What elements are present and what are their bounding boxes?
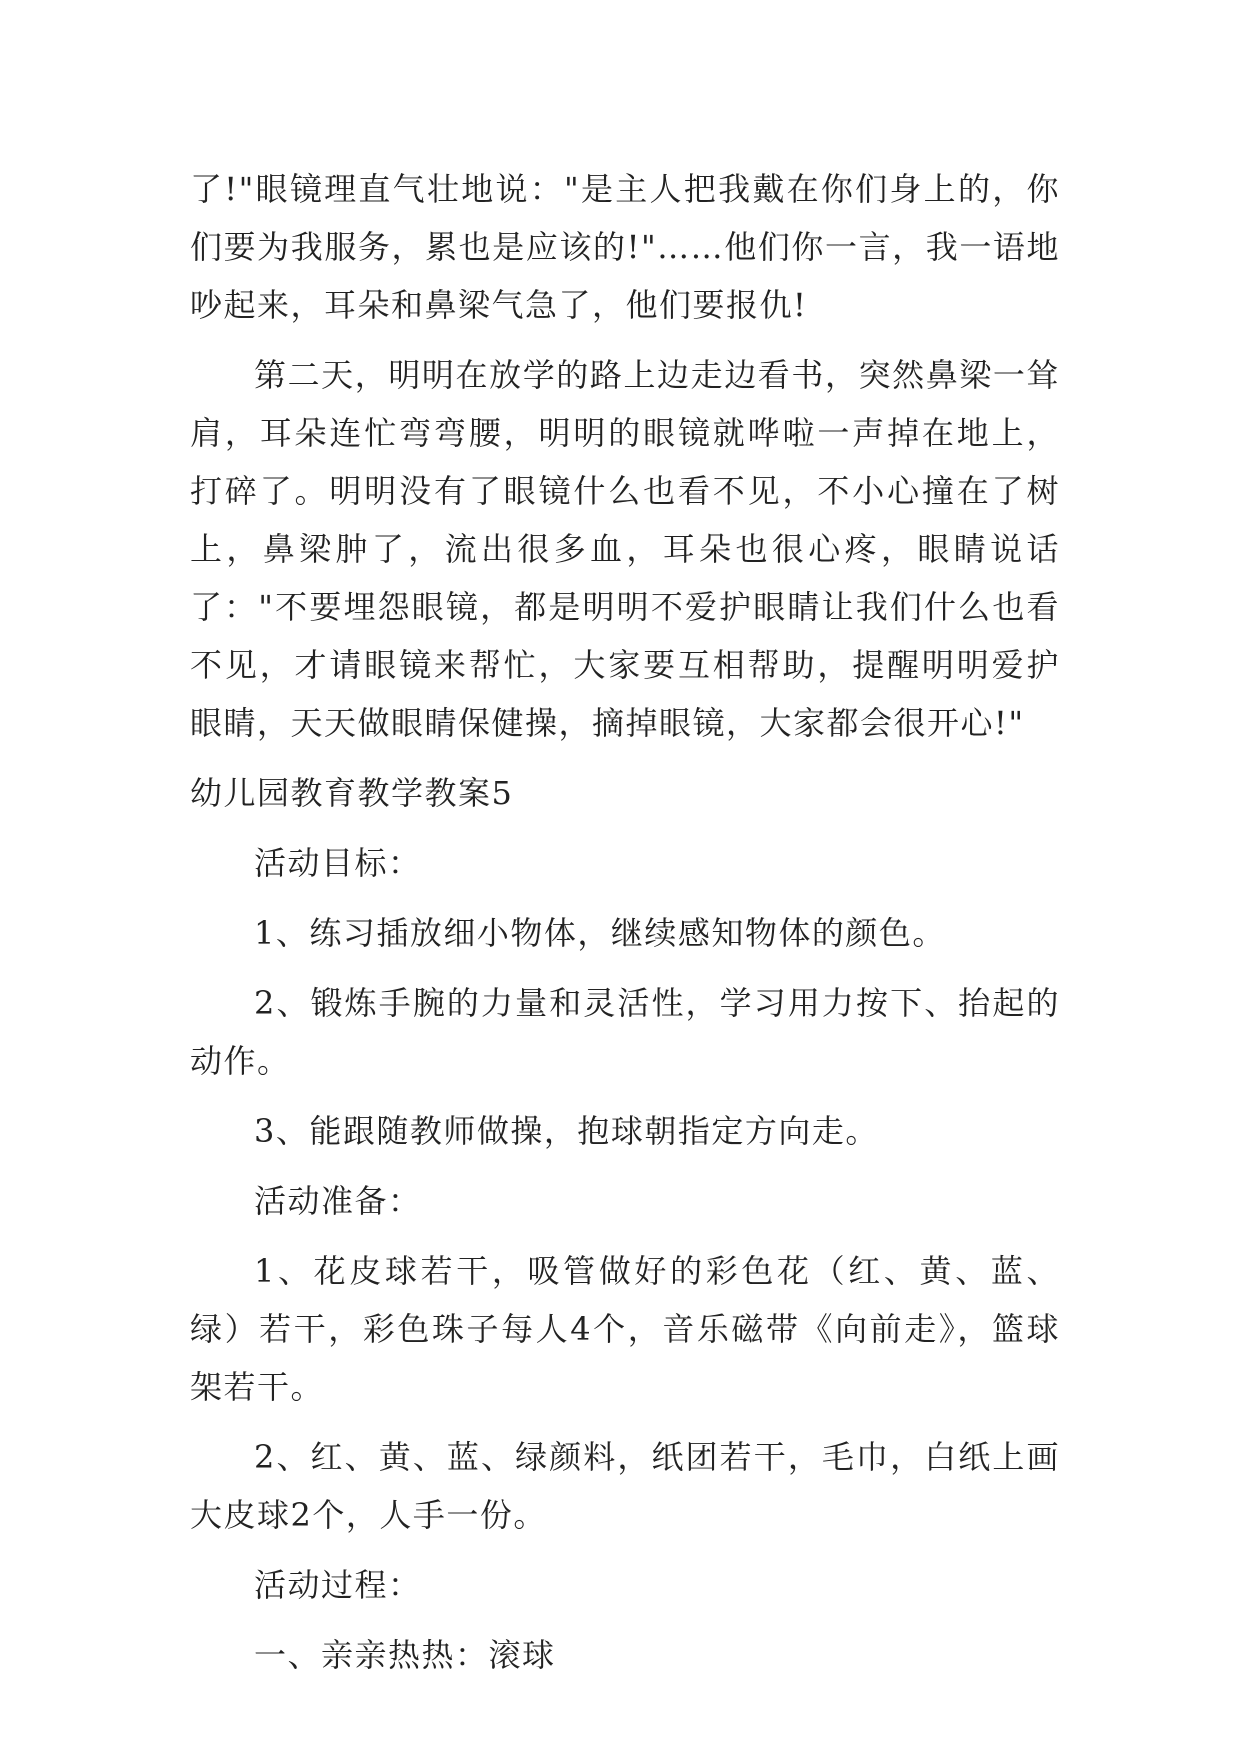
paragraph-second-day: 第二天，明明在放学的路上边走边看书，突然鼻梁一耸肩，耳朵连忙弯弯腰，明明的眼镜就哗啦一声掉在地上，打碎了。明明没有了眼镜什么也看不见，不小心撞在了树上，鼻梁肿了，流出很多血，耳朵也很心疼，眼睛说话了："不要埋怨眼镜，都是明明不爱护眼睛让我们什么也看不见，才请眼镜来帮忙，大家要互相帮助，提醒明明爱护眼睛，天天做眼睛保健操，摘掉眼镜，大家都会很开心!" bbox=[190, 356, 1060, 742]
preparation-item-1: 1、花皮球若干，吸管做好的彩色花（红、黄、蓝、绿）若干，彩色珠子每人4个，音乐磁带《向前走》，篮球架若干。 bbox=[190, 1252, 1060, 1406]
process-item-1: 一、亲亲热热：滚球 bbox=[254, 1636, 556, 1674]
goal-item-2: 2、锻炼手腕的力量和灵活性，学习用力按下、抬起的动作。 bbox=[190, 984, 1060, 1080]
paragraph-story-end: 了!"眼镜理直气壮地说："是主人把我戴在你们身上的，你们要为我服务，累也是应该的!"……他们你一言，我一语地吵起来，耳朵和鼻梁气急了，他们要报仇! bbox=[190, 170, 1060, 324]
subheading-preparation: 活动准备： bbox=[254, 1182, 422, 1220]
goal-item-1: 1、练习插放细小物体，继续感知物体的颜色。 bbox=[254, 914, 946, 952]
section-heading: 幼儿园教育教学教案5 bbox=[190, 774, 514, 812]
document-body bbox=[190, 160, 1060, 1696]
goal-item-3: 3、能跟随教师做操，抱球朝指定方向走。 bbox=[254, 1112, 879, 1150]
preparation-item-2: 2、红、黄、蓝、绿颜料，纸团若干，毛巾，白纸上画大皮球2个，人手一份。 bbox=[190, 1438, 1060, 1534]
subheading-goals: 活动目标： bbox=[254, 844, 422, 882]
subheading-process: 活动过程： bbox=[254, 1566, 422, 1604]
